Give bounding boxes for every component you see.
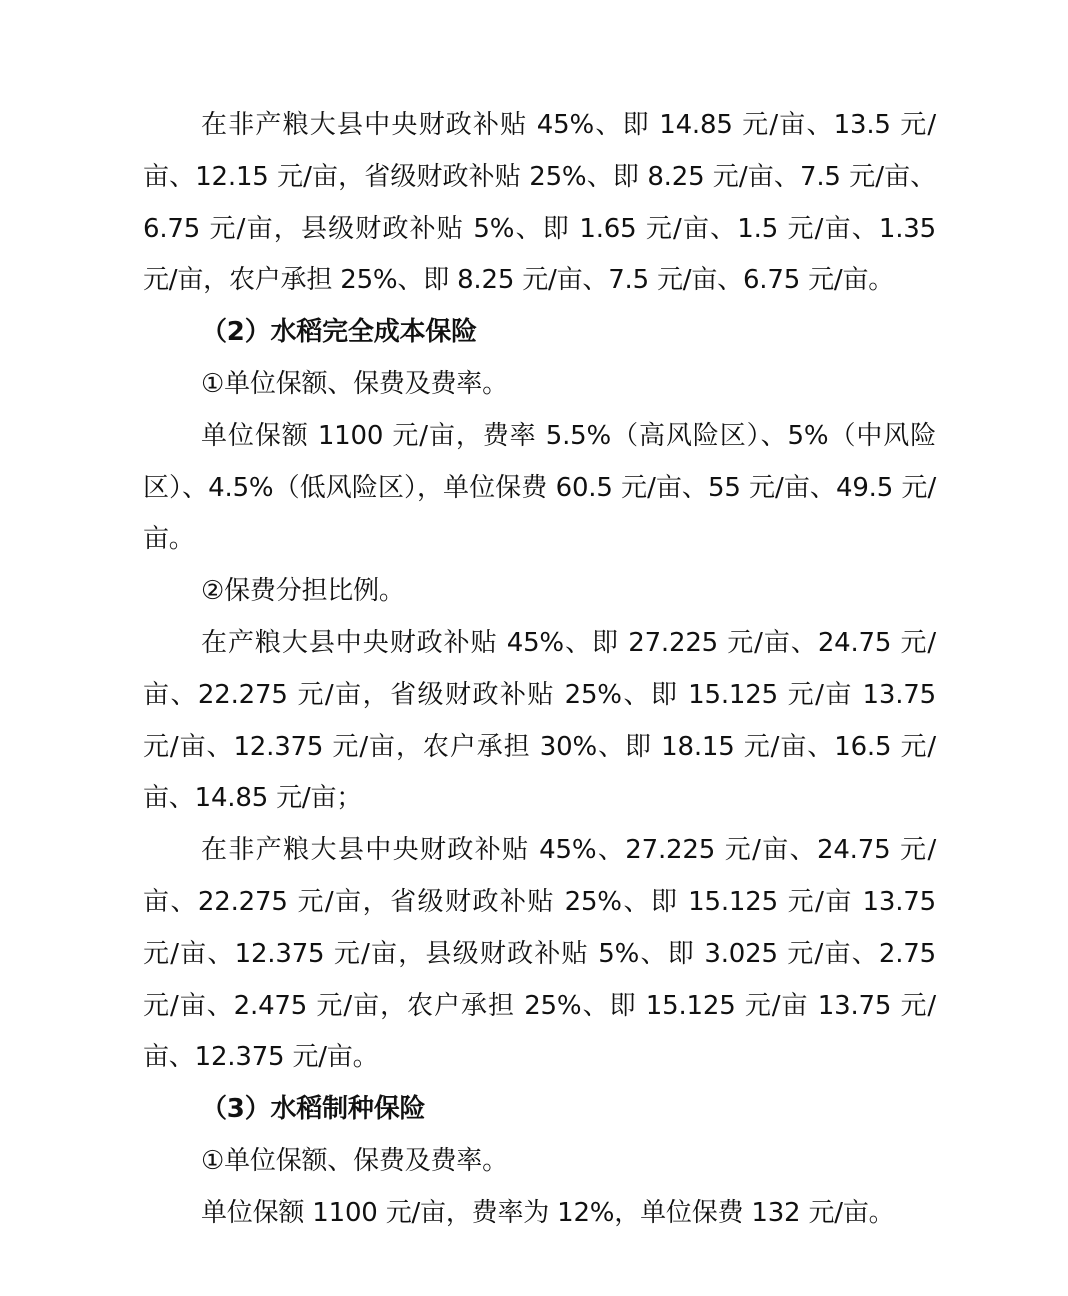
paragraph-non-grain-county-subsidy: 在非产粮大县中央财政补贴 45%、即 14.85 元/亩、13.5 元/亩、12.15 元/亩，省级财政补贴 25%、即 8.25 元/亩、7.5 元/亩、6.75 元/亩，县级财政补贴 5%、即 1.65 元/亩、1.5 元/亩、1.35 元/亩，农户承担 25%、即 8.25 元/亩、7.5 元/亩、6.75 元/亩。 — [143, 110, 936, 296]
subheading-premium-sharing-ratio: ②保费分担比例。 — [201, 576, 405, 607]
subheading-seed-coverage-premium-rate: ①单位保额、保费及费率。 — [201, 1145, 508, 1176]
paragraph-seed-coverage-and-rate: 单位保额 1100 元/亩，费率为 12%，单位保费 132 元/亩。 — [201, 1197, 895, 1228]
section-heading-rice-seed-insurance: （3）水稻制种保险 — [201, 1094, 426, 1125]
section-heading-rice-full-cost-insurance: （2）水稻完全成本保险 — [201, 317, 477, 348]
paragraph-non-grain-county-sharing: 在非产粮大县中央财政补贴 45%、27.225 元/亩、24.75 元/亩、22.275 元/亩，省级财政补贴 25%、即 15.125 元/亩 13.75 元/亩、12.375 元/亩，县级财政补贴 5%、即 3.025 元/亩、2.75 元/亩、2.475 元/亩，农户承担 25%、即 15.125 元/亩 13.75 元/亩、12.375 元/亩。 — [143, 835, 936, 1073]
document-body — [143, 100, 936, 1240]
paragraph-coverage-and-rates: 单位保额 1100 元/亩，费率 5.5%（高风险区）、5%（中风险区）、4.5%（低风险区），单位保费 60.5 元/亩、55 元/亩、49.5 元/亩。 — [143, 420, 936, 555]
paragraph-grain-county-sharing: 在产粮大县中央财政补贴 45%、即 27.225 元/亩、24.75 元/亩、22.275 元/亩，省级财政补贴 25%、即 15.125 元/亩 13.75 元/亩、12.375 元/亩，农户承担 30%、即 18.15 元/亩、16.5 元/亩、14.85 元/亩； — [143, 627, 936, 814]
subheading-coverage-premium-rate: ①单位保额、保费及费率。 — [201, 368, 508, 399]
